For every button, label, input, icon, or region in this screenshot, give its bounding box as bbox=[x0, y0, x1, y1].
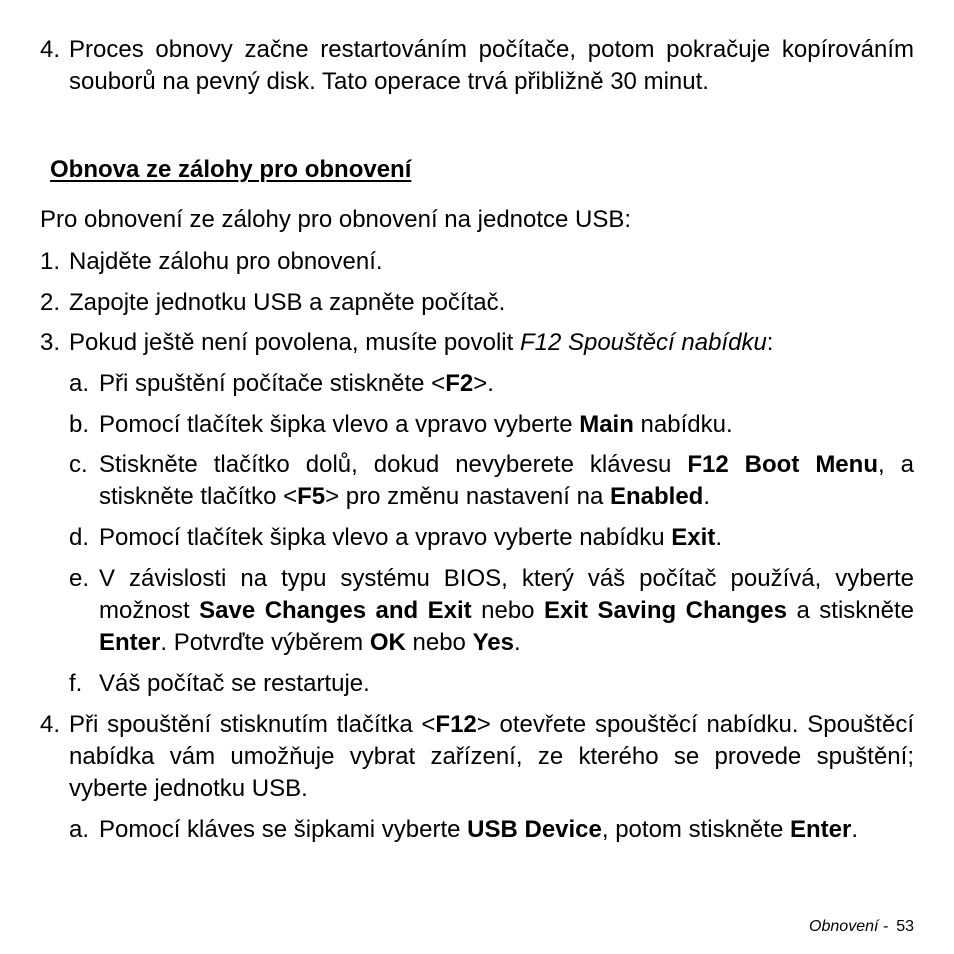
list-letter: a. bbox=[69, 816, 90, 843]
text-part: a stiskněte bbox=[787, 597, 914, 624]
text-part: Pomocí kláves se šipkami vyberte bbox=[99, 816, 468, 843]
key-name: F12 bbox=[435, 711, 477, 738]
step-text bbox=[69, 327, 914, 359]
list-number: 4. bbox=[40, 36, 61, 63]
text-part: Stiskněte tlačítko dolů, dokud nevyberete klávesu bbox=[99, 451, 688, 478]
step-2 bbox=[40, 287, 914, 319]
page-number: 53 bbox=[896, 918, 914, 935]
section-heading: Obnova ze zálohy pro obnovení bbox=[50, 156, 412, 183]
text-part: , a stiskněte tlačítko < bbox=[99, 451, 915, 510]
substep-3d bbox=[69, 522, 914, 554]
text-part: nebo bbox=[405, 629, 473, 656]
step-text bbox=[69, 709, 914, 805]
footer-section-name: Obnovení - bbox=[809, 918, 889, 935]
text-part: >. bbox=[473, 370, 494, 397]
list-letter: d. bbox=[69, 524, 90, 551]
step-3 bbox=[40, 327, 914, 359]
step-4 bbox=[40, 709, 914, 805]
substep-text bbox=[99, 522, 914, 554]
text-part: > pro změnu nastavení na bbox=[325, 483, 610, 510]
text-part: , potom stiskněte bbox=[601, 816, 790, 843]
button-name: OK bbox=[369, 629, 406, 656]
key-name: F2 bbox=[445, 370, 474, 397]
substep-4a bbox=[69, 814, 914, 846]
text-part: . bbox=[513, 629, 521, 656]
option-name: Exit Saving Changes bbox=[544, 597, 787, 624]
text-part: Pomocí tlačítek šipka vlevo a vpravo vyberte bbox=[99, 411, 580, 438]
text-part: . bbox=[851, 816, 858, 843]
device-name: USB Device bbox=[467, 816, 602, 843]
setting-value: Enabled bbox=[609, 483, 704, 510]
text-part: > otevřete spouštěcí nabídku. Spouštěcí nabídka vám umožňuje vybrat zařízení, ze kterého se provede spuštění; vyberte jednotku USB. bbox=[69, 711, 914, 802]
text-part: . bbox=[715, 524, 722, 551]
substep-3e bbox=[69, 563, 914, 659]
text-part: Při spuštění počítače stiskněte < bbox=[99, 370, 446, 397]
text-part: V závislosti na typu systému BIOS, který váš počítač používá, vyberte možnost bbox=[99, 565, 914, 624]
text-part: Pomocí tlačítek šipka vlevo a vpravo vyberte nabídku bbox=[99, 524, 672, 551]
list-letter: a. bbox=[69, 370, 90, 397]
text-part: Při spouštění stisknutím tlačítka < bbox=[69, 711, 436, 738]
list-number: 1. bbox=[40, 248, 61, 275]
step-text-part: : bbox=[766, 329, 774, 356]
list-letter: e. bbox=[69, 565, 90, 592]
list-number: 4. bbox=[40, 711, 61, 738]
substep-3f bbox=[69, 668, 914, 700]
substep-3b bbox=[69, 409, 914, 441]
list-number: 3. bbox=[40, 329, 61, 356]
list-number: 2. bbox=[40, 289, 61, 316]
menu-name: Main bbox=[579, 411, 634, 438]
option-name: F12 Boot Menu bbox=[687, 451, 878, 478]
text-part: . Potvrďte výběrem bbox=[160, 629, 370, 656]
key-name: F5 bbox=[297, 483, 326, 510]
step-1 bbox=[40, 246, 914, 278]
substep-text bbox=[99, 368, 914, 400]
list-letter: c. bbox=[69, 451, 88, 478]
list-item-text: Proces obnovy začne restartováním počítače, potom pokračuje kopírováním souborů na pevný disk. Tato operace trvá přibližně 30 minut. bbox=[69, 36, 914, 95]
button-name: Yes bbox=[472, 629, 514, 656]
text-part: nabídku. bbox=[633, 411, 733, 438]
text-part: . bbox=[703, 483, 710, 510]
key-name: Enter bbox=[99, 629, 161, 656]
list-letter: b. bbox=[69, 411, 90, 438]
substep-text: Váš počítač se restartuje. bbox=[99, 670, 370, 697]
option-name: Save Changes and Exit bbox=[199, 597, 472, 624]
menu-name-emphasis: F12 Spouštěcí nabídku bbox=[519, 329, 767, 356]
step-text: Zapojte jednotku USB a zapněte počítač. bbox=[69, 289, 506, 316]
substep-3c bbox=[69, 449, 914, 513]
substep-text bbox=[99, 563, 914, 659]
list-letter: f. bbox=[69, 670, 83, 697]
substep-3a bbox=[69, 368, 914, 400]
substep-text bbox=[99, 449, 914, 513]
page-footer bbox=[809, 917, 914, 937]
section-intro: Pro obnovení ze zálohy pro obnovení na jednotce USB: bbox=[40, 206, 632, 233]
substep-text bbox=[99, 814, 914, 846]
step-text: Najděte zálohu pro obnovení. bbox=[69, 248, 383, 275]
text-part: nebo bbox=[471, 597, 544, 624]
step-text-part: Pokud ještě není povolena, musíte povolit bbox=[69, 329, 520, 356]
substep-text bbox=[99, 409, 914, 441]
key-name: Enter bbox=[789, 816, 852, 843]
menu-name: Exit bbox=[671, 524, 716, 551]
list-item-intro-4 bbox=[40, 34, 914, 98]
